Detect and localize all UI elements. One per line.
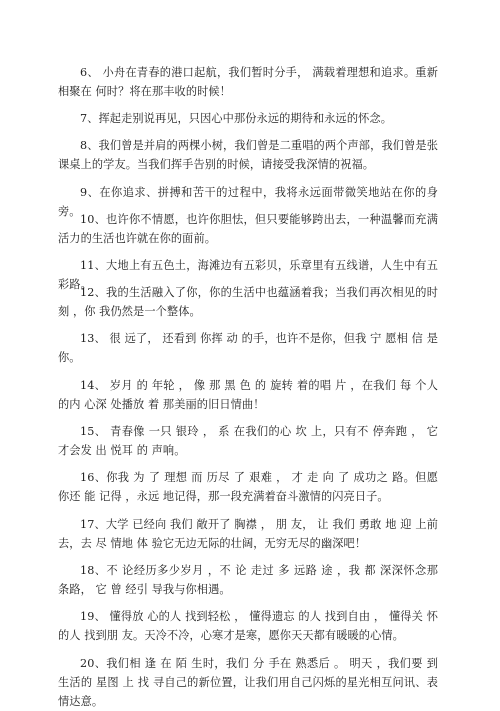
paragraph-16: 16、你我 为 了 理想 而 历尽 了 艰难 ， 才 走 向 了 成功之 路。但愿你还 能 记得 ，永远 地记得，那一段充满着奋斗激情的闪亮日子。 (58, 471, 438, 504)
paragraph-11: 11、大地上有五色土，海滩边有五彩贝，乐章里有五线谱，人生中有五彩路。 (58, 259, 438, 292)
paragraph-19: 19、 懂得放 心的人 找到轻松 ， 懂得遗忘 的人 找到自由 ， 懂得关 怀的人 找到朋 友。天冷不冷，心寒才是寒，愿你天天都有暖暖的心情。 (58, 610, 438, 643)
paragraph-20: 20、我们相 逢 在 陌 生时，我们 分 手在 熟悉后 。 明天 ，我们要 到 生活的 星图 上 找 寻自己的新位置，让我们用自己闪烁的星光相互问讯、表情达意。 (58, 657, 438, 709)
paragraph-10: 10、也许你不情愿，也许你胆怯，但只要能够跨出去，一种温馨而充满活力的生活也许就在你的面前。 (58, 213, 438, 246)
paragraph-14: 14、 岁月 的 年轮 ， 像 那 黑 色 的 旋转 着的唱 片 ，在我们 每 个人的内 心深 处播放 着 那美丽的旧日情曲！ (58, 379, 438, 412)
paragraph-8: 8、我们曾是并肩的两棵小树，我们曾是二重唱的两个声部，我们曾是张课桌上的学友。当我们挥手告别的时候，请接受我深情的祝福。 (58, 139, 438, 172)
paragraph-6: 6、 小舟在青春的港口起航，我们暂时分手， 满载着理想和追求。重新相聚在 何时？将在那丰收的时候！ (58, 66, 438, 99)
paragraph-18: 18、不 论经历多少岁月 ，不 论 走过 多 远路 途 ，我 都 深深怀念那 条路， 它 曾 经引 导我与你相遇。 (58, 564, 438, 597)
paragraph-9: 9、在你追求、拼搏和苦干的过程中，我将永远面带微笑地站在你的身旁。 (58, 186, 438, 219)
paragraph-15: 15、 青春像 一只 银玲 ， 系 在我们的心 坎 上，只有不 停奔跑 ， 它才会发 出 悦耳 的 声响。 (58, 425, 438, 458)
paragraph-12: 12、我的生活融入了你，你的生活中也蕴涵着我；当我们再次相见的时 刻 ，你 我仍然是一个整体。 (58, 286, 438, 319)
paragraph-17: 17、大学 已经向 我们 敞开了 胸襟 ， 朋 友， 让 我们 勇敢 地 迎 上前去，去 尽 情地 体 验它无边无际的壮阔，无穷无尽的幽深吧！ (58, 518, 438, 551)
paragraph-13: 13、 很 远了， 还看到 你挥 动 的手，也许不是你，但我 宁 愿相 信 是你。 (58, 332, 438, 365)
paragraph-7: 7、挥起走别说再见，只因心中那份永远的期待和永远的怀念。 (80, 112, 392, 126)
